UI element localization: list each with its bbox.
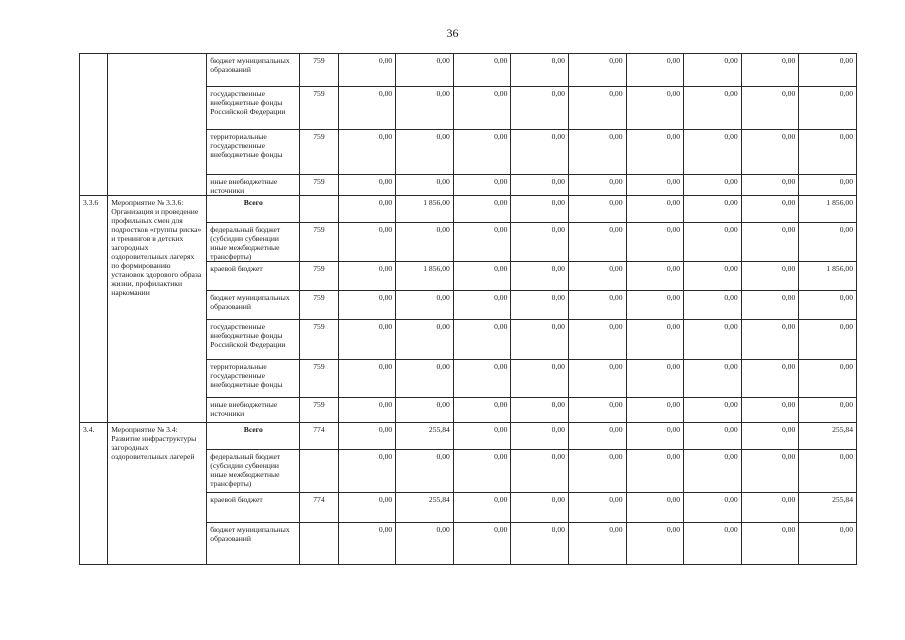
amount-cell: 0,00 [396, 320, 454, 360]
amount-cell: 0,00 [741, 423, 799, 450]
amount-cell: 0,00 [741, 175, 799, 196]
ksr-code: 759 [300, 223, 338, 262]
amount-cell: 0,00 [799, 523, 857, 565]
amount-cell: 0,00 [626, 360, 684, 398]
amount-cell: 0,00 [741, 320, 799, 360]
amount-cell: 0,00 [568, 87, 626, 130]
amount-cell: 0,00 [626, 87, 684, 130]
amount-cell: 0,00 [741, 291, 799, 320]
amount-cell: 0,00 [741, 493, 799, 523]
amount-cell: 0,00 [684, 360, 742, 398]
amount-cell: 0,00 [568, 54, 626, 87]
page-number: 36 [446, 26, 459, 40]
ksr-code: 759 [300, 87, 338, 130]
amount-cell: 0,00 [684, 398, 742, 423]
amount-cell: 0,00 [684, 320, 742, 360]
amount-cell: 0,00 [338, 87, 396, 130]
amount-cell: 0,00 [396, 54, 454, 87]
funding-source: иные внебюджетные источники [207, 175, 300, 196]
amount-cell: 0,00 [626, 175, 684, 196]
amount-cell: 0,00 [453, 360, 511, 398]
amount-cell: 255,84 [799, 493, 857, 523]
funding-source: федеральный бюджет (субсидии субвенции иные межбюджетные трансферты) [207, 223, 300, 262]
amount-cell: 0,00 [453, 398, 511, 423]
amount-cell: 255,84 [799, 423, 857, 450]
amount-cell: 0,00 [338, 54, 396, 87]
amount-cell: 0,00 [338, 320, 396, 360]
amount-cell: 0,00 [511, 320, 569, 360]
amount-cell: 0,00 [799, 450, 857, 493]
amount-cell: 0,00 [626, 223, 684, 262]
funding-source: территориальные государственные внебюджетные фонды [207, 360, 300, 398]
amount-cell: 0,00 [568, 493, 626, 523]
amount-cell: 0,00 [799, 360, 857, 398]
amount-cell: 1 856,00 [396, 196, 454, 223]
amount-cell: 0,00 [568, 196, 626, 223]
ksr-code: 759 [300, 175, 338, 196]
amount-cell: 0,00 [453, 493, 511, 523]
amount-cell: 0,00 [741, 523, 799, 565]
amount-cell: 1 856,00 [799, 262, 857, 291]
amount-cell: 0,00 [741, 130, 799, 175]
amount-cell: 0,00 [741, 262, 799, 291]
funding-source: Всего [207, 423, 300, 450]
amount-cell: 0,00 [741, 196, 799, 223]
amount-cell: 0,00 [741, 87, 799, 130]
amount-cell: 0,00 [396, 398, 454, 423]
amount-cell: 0,00 [396, 87, 454, 130]
amount-cell: 0,00 [338, 262, 396, 291]
ksr-code: 759 [300, 360, 338, 398]
amount-cell: 0,00 [453, 523, 511, 565]
amount-cell: 0,00 [741, 223, 799, 262]
amount-cell: 0,00 [684, 130, 742, 175]
funding-source: бюджет муниципальных образований [207, 523, 300, 565]
amount-cell: 0,00 [684, 523, 742, 565]
amount-cell: 0,00 [626, 130, 684, 175]
amount-cell: 0,00 [799, 223, 857, 262]
ksr-code [300, 450, 338, 493]
amount-cell: 0,00 [453, 262, 511, 291]
amount-cell: 0,00 [568, 398, 626, 423]
funding-source: краевой бюджет [207, 262, 300, 291]
amount-cell: 1 856,00 [396, 262, 454, 291]
amount-cell: 0,00 [684, 223, 742, 262]
amount-cell: 0,00 [338, 130, 396, 175]
amount-cell: 0,00 [568, 262, 626, 291]
amount-cell: 0,00 [741, 398, 799, 423]
amount-cell: 0,00 [568, 223, 626, 262]
amount-cell: 0,00 [568, 175, 626, 196]
amount-cell: 0,00 [511, 291, 569, 320]
amount-cell: 0,00 [453, 87, 511, 130]
ksr-code: 759 [300, 320, 338, 360]
amount-cell: 0,00 [626, 493, 684, 523]
amount-cell: 0,00 [626, 450, 684, 493]
funding-source: бюджет муниципальных образований [207, 54, 300, 87]
funding-source: федеральный бюджет (субсидии субвенции иные межбюджетные трансферты) [207, 450, 300, 493]
activity-name: Мероприятие № 3.3.6: Организация и проведение профильных смен для подростков «группы риска» и тренингов в детских загородных оздоровительных лагерях по формированию установок здорового образа жизни, профилактики наркомании [108, 196, 207, 423]
ksr-code: 759 [300, 262, 338, 291]
amount-cell: 0,00 [799, 54, 857, 87]
table-row [80, 423, 857, 450]
amount-cell: 0,00 [684, 291, 742, 320]
ksr-code: 759 [300, 398, 338, 423]
table-row [80, 196, 857, 223]
amount-cell: 0,00 [511, 423, 569, 450]
amount-cell: 0,00 [626, 423, 684, 450]
amount-cell: 0,00 [568, 360, 626, 398]
amount-cell: 0,00 [396, 523, 454, 565]
amount-cell: 0,00 [511, 262, 569, 291]
amount-cell: 0,00 [396, 360, 454, 398]
amount-cell: 0,00 [396, 223, 454, 262]
amount-cell: 0,00 [511, 398, 569, 423]
amount-cell: 0,00 [568, 130, 626, 175]
amount-cell: 0,00 [338, 175, 396, 196]
ksr-code: 774 [300, 423, 338, 450]
amount-cell: 0,00 [626, 54, 684, 87]
amount-cell: 0,00 [511, 54, 569, 87]
ksr-code [300, 196, 338, 223]
amount-cell: 0,00 [799, 291, 857, 320]
amount-cell: 0,00 [453, 423, 511, 450]
table-row [80, 54, 857, 87]
amount-cell: 0,00 [684, 175, 742, 196]
amount-cell: 0,00 [511, 450, 569, 493]
ksr-code: 759 [300, 54, 338, 87]
activity-name [108, 54, 207, 196]
amount-cell: 0,00 [511, 130, 569, 175]
amount-cell: 0,00 [511, 523, 569, 565]
amount-cell: 0,00 [626, 523, 684, 565]
table-body [80, 54, 857, 565]
ksr-code: 774 [300, 493, 338, 523]
amount-cell: 0,00 [453, 450, 511, 493]
amount-cell: 0,00 [338, 291, 396, 320]
amount-cell: 0,00 [568, 450, 626, 493]
amount-cell: 0,00 [799, 130, 857, 175]
amount-cell: 0,00 [453, 54, 511, 87]
funding-source: территориальные государственные внебюджетные фонды [207, 130, 300, 175]
amount-cell: 0,00 [741, 360, 799, 398]
amount-cell: 255,84 [396, 423, 454, 450]
activity-code: 3.4. [80, 423, 108, 565]
amount-cell: 0,00 [396, 291, 454, 320]
amount-cell: 0,00 [396, 175, 454, 196]
activity-code [80, 54, 108, 196]
ksr-code: 759 [300, 291, 338, 320]
amount-cell: 0,00 [799, 175, 857, 196]
amount-cell: 0,00 [626, 398, 684, 423]
amount-cell: 0,00 [626, 262, 684, 291]
amount-cell: 0,00 [511, 175, 569, 196]
amount-cell: 0,00 [511, 223, 569, 262]
amount-cell: 0,00 [684, 262, 742, 291]
amount-cell: 0,00 [741, 450, 799, 493]
amount-cell: 0,00 [338, 423, 396, 450]
ksr-code: 759 [300, 130, 338, 175]
amount-cell: 0,00 [338, 398, 396, 423]
funding-source: государственные внебюджетные фонды Российской Федерации [207, 87, 300, 130]
amount-cell: 0,00 [396, 450, 454, 493]
budget-table [79, 53, 857, 565]
amount-cell: 0,00 [338, 493, 396, 523]
amount-cell: 0,00 [453, 291, 511, 320]
amount-cell: 0,00 [626, 291, 684, 320]
amount-cell: 0,00 [453, 223, 511, 262]
amount-cell: 0,00 [741, 54, 799, 87]
funding-source: краевой бюджет [207, 493, 300, 523]
amount-cell: 0,00 [684, 87, 742, 130]
amount-cell: 0,00 [511, 196, 569, 223]
amount-cell: 0,00 [799, 398, 857, 423]
amount-cell: 0,00 [684, 450, 742, 493]
amount-cell: 0,00 [511, 87, 569, 130]
amount-cell: 0,00 [338, 523, 396, 565]
amount-cell: 0,00 [453, 196, 511, 223]
amount-cell: 0,00 [626, 196, 684, 223]
amount-cell: 0,00 [338, 223, 396, 262]
amount-cell: 0,00 [799, 87, 857, 130]
amount-cell: 0,00 [338, 196, 396, 223]
funding-source: государственные внебюджетные фонды Российской Федерации [207, 320, 300, 360]
amount-cell: 0,00 [453, 175, 511, 196]
amount-cell: 0,00 [568, 291, 626, 320]
amount-cell: 255,84 [396, 493, 454, 523]
activity-name: Мероприятие № 3.4: Развитие инфраструктуры загородных оздоровительных лагерей [108, 423, 207, 565]
amount-cell: 0,00 [626, 320, 684, 360]
amount-cell: 0,00 [568, 523, 626, 565]
amount-cell: 0,00 [684, 196, 742, 223]
funding-source: иные внебюджетные источники [207, 398, 300, 423]
funding-source: Всего [207, 196, 300, 223]
amount-cell: 0,00 [453, 130, 511, 175]
amount-cell: 0,00 [568, 423, 626, 450]
amount-cell: 0,00 [684, 423, 742, 450]
amount-cell: 0,00 [338, 360, 396, 398]
amount-cell: 0,00 [338, 450, 396, 493]
ksr-code [300, 523, 338, 565]
amount-cell: 0,00 [684, 493, 742, 523]
amount-cell: 0,00 [511, 360, 569, 398]
funding-source: бюджет муниципальных образований [207, 291, 300, 320]
amount-cell: 0,00 [799, 320, 857, 360]
amount-cell: 0,00 [396, 130, 454, 175]
amount-cell: 1 856,00 [799, 196, 857, 223]
amount-cell: 0,00 [568, 320, 626, 360]
amount-cell: 0,00 [453, 320, 511, 360]
activity-code: 3.3.6 [80, 196, 108, 423]
amount-cell: 0,00 [684, 54, 742, 87]
amount-cell: 0,00 [511, 493, 569, 523]
